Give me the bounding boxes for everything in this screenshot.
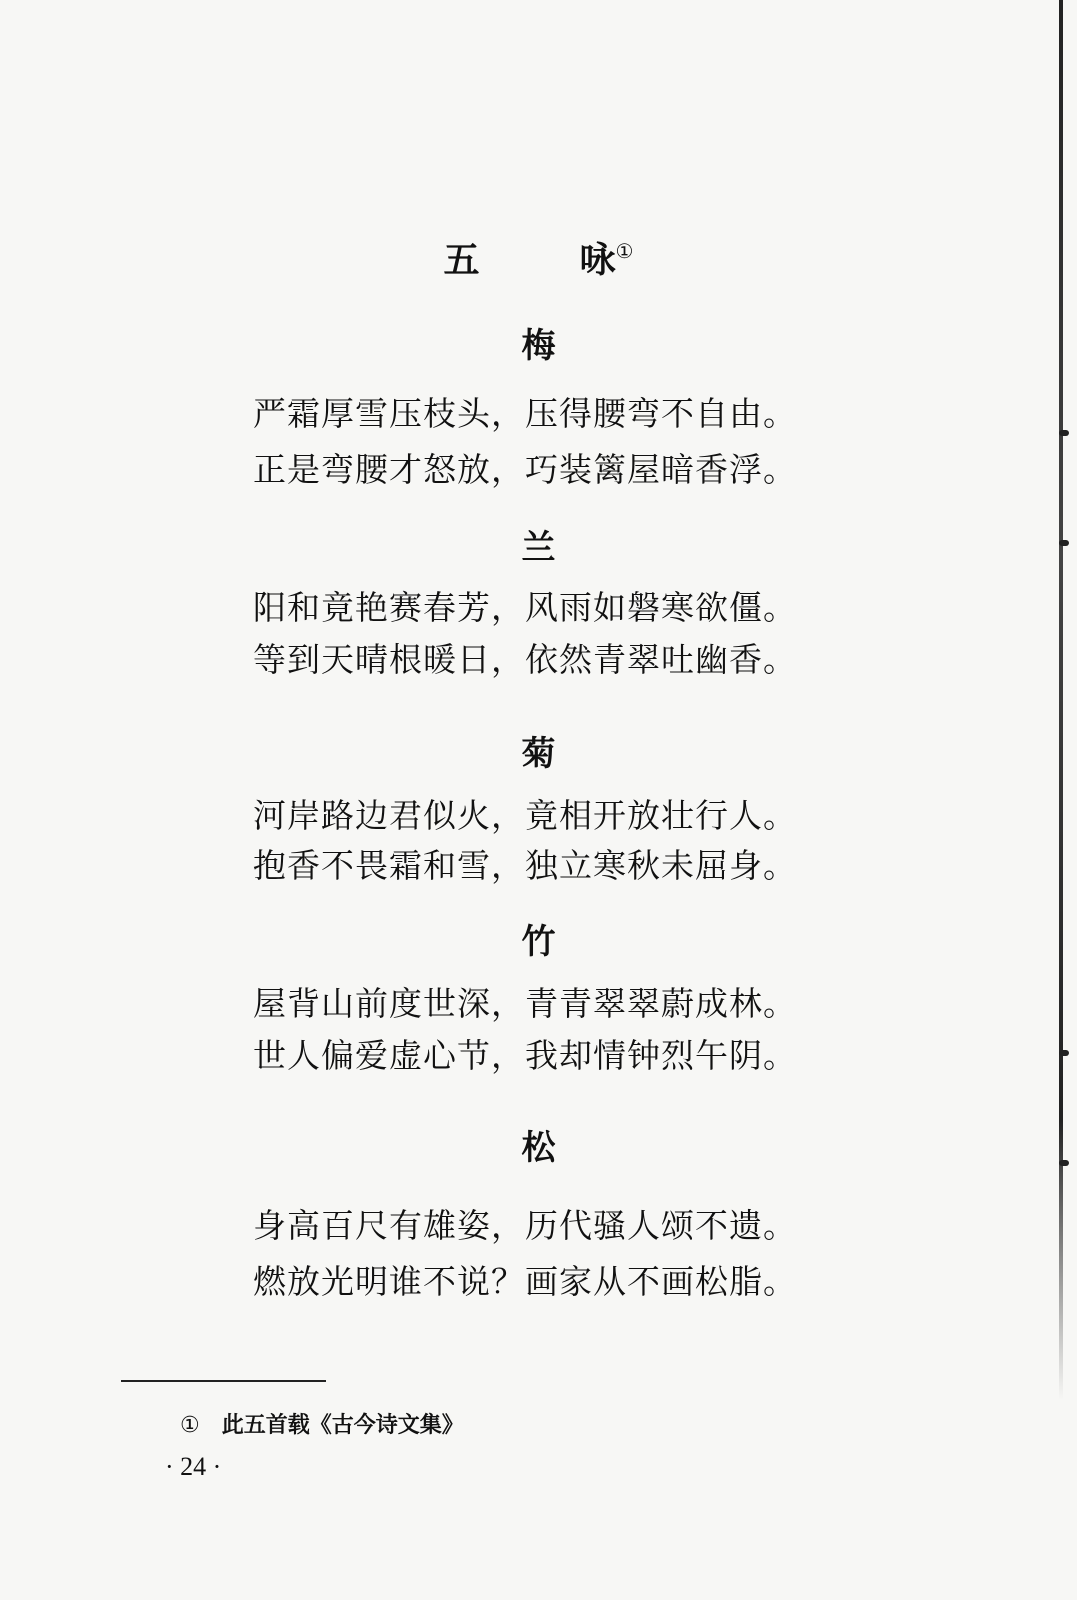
poem-line: 世人偏爱虚心节，我却情钟烈午阴。 <box>253 1036 797 1075</box>
poem-line: 河岸路边君似火，竟相开放壮行人。 <box>253 796 797 835</box>
poem-line: 等到天晴根暖日，依然青翠吐幽香。 <box>253 640 797 679</box>
footnote <box>180 1408 464 1439</box>
poem-heading-orchid: 兰 <box>521 528 556 568</box>
page-number: · 24 · <box>165 1452 222 1481</box>
page-title <box>0 232 1077 283</box>
poem-line: 严霜厚雪压枝头，压得腰弯不自由。 <box>253 394 797 433</box>
page-edge-shadow <box>1059 0 1063 1400</box>
footnote-mark: ① <box>180 1413 200 1438</box>
poem-heading-chrysanthemum: 菊 <box>521 734 556 774</box>
poem-heading-pine: 松 <box>521 1128 556 1168</box>
title-char-1: 五 <box>443 239 480 281</box>
footnote-text: 此五首载《古今诗文集》 <box>221 1413 464 1438</box>
poem-line: 身高百尺有雄姿，历代骚人颂不遗。 <box>253 1206 797 1245</box>
title-footnote-mark: ① <box>615 239 634 263</box>
poem-line: 抱香不畏霜和雪，独立寒秋未屈身。 <box>253 846 797 885</box>
poem-heading-bamboo: 竹 <box>521 922 556 962</box>
poem-heading-plum: 梅 <box>521 326 556 366</box>
footnote-divider <box>121 1380 326 1382</box>
poem-line: 屋背山前度世深，青青翠翠蔚成林。 <box>253 984 797 1023</box>
poem-line: 正是弯腰才怒放，巧装篱屋暗香浮。 <box>253 450 797 489</box>
title-char-2: 咏 <box>579 239 616 281</box>
poem-line: 燃放光明谁不说？画家从不画松脂。 <box>253 1262 797 1301</box>
poem-line: 阳和竟艳赛春芳，风雨如磐寒欲僵。 <box>253 588 797 627</box>
